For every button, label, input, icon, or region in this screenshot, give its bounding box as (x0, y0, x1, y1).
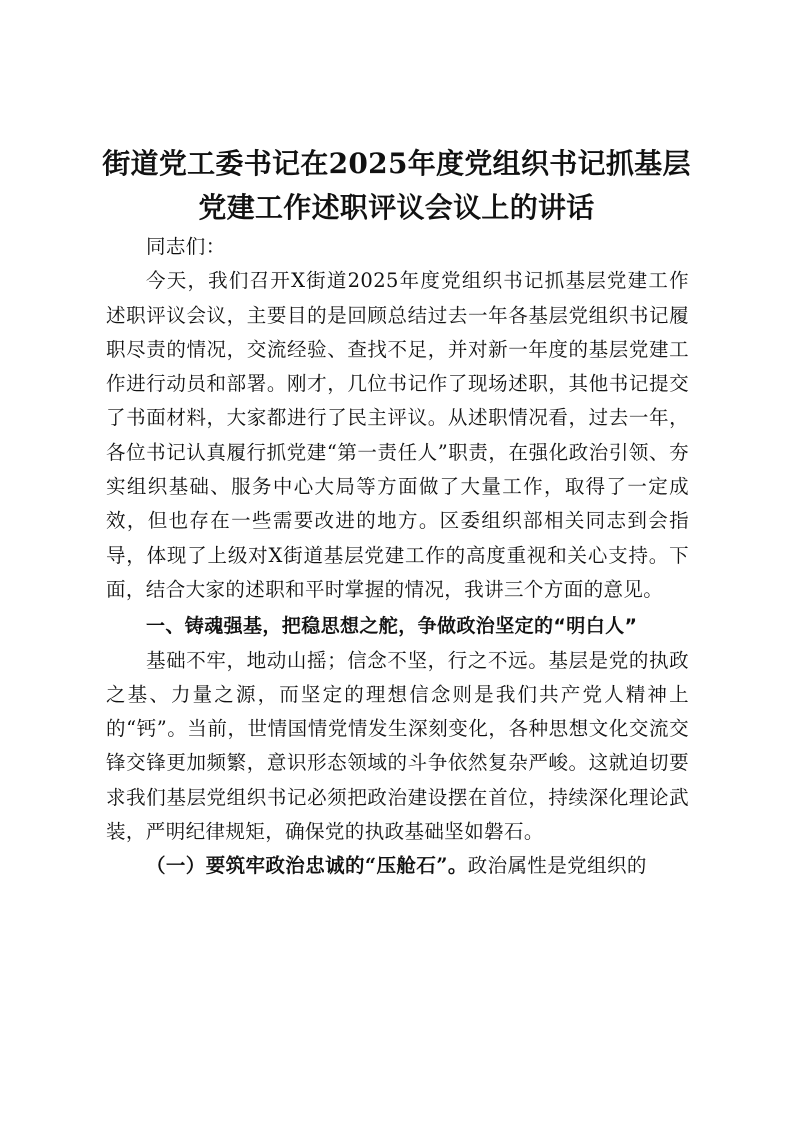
document-body (106, 230, 689, 884)
subsection-1-paragraph (106, 849, 689, 883)
document-title: 街道党工委书记在2025年度党组织书记抓基层党建工作述职评议会议上的讲话 (102, 147, 691, 224)
salutation: 同志们： (146, 235, 226, 258)
section-1-paragraph: 基础不牢，地动山摇；信念不坚，行之不远。基层是党的执政之基、力量之源，而坚定的理想信念则是我们共产党人精神上的“钙”。当前，世情国情党情发生深刻变化，各种思想文化交流交锋交锋更加频繁，意识形态领域的斗争依然复杂严峻。这就迫切要求我们基层党组织书记必须把政治建设摆在首位，持续深化理论武装，严明纪律规矩，确保党的执政基础坚如磐石。 (106, 648, 689, 844)
section-1-heading: 一、铸魂强基，把稳思想之舵，争做政治坚定的“明白人” (146, 615, 638, 638)
subsection-1-text: 政治属性是党组织的 (467, 854, 647, 878)
subsection-1-heading: （一）要筑牢政治忠诚的“压舱石”。 (146, 854, 468, 878)
intro-paragraph: 今天，我们召开X街道2025年度党组织书记抓基层党建工作述职评议会议，主要目的是回顾总结过去一年各基层党组织书记履职尽责的情况，交流经验、查找不足，并对新一年度的基层党建工作进行动员和部署。刚才，几位书记作了现场述职，其他书记提交了书面材料，大家都进行了民主评议。从述职情况看，过去一年，各位书记认真履行抓党建“第一责任人”职责，在强化政治引领、夯实组织基础、服务中心大局等方面做了大量工作，取得了一定成效，但也存在一些需要改进的地方。区委组织部相关同志到会指导，体现了上级对X街道基层党建工作的高度重视和关心支持。下面，结合大家的述职和平时掌握的情况，我讲三个方面的意见。 (106, 269, 689, 601)
